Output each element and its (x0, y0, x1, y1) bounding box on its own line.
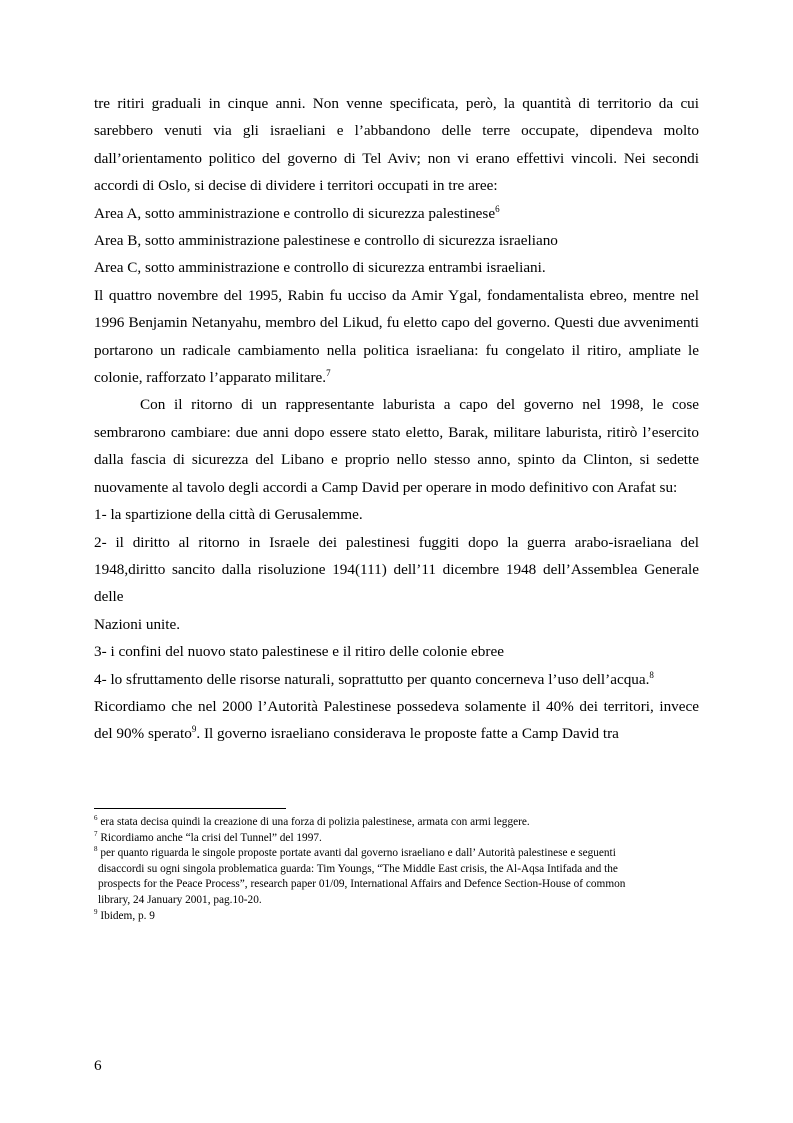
list-item: 3- i confini del nuovo stato palestinese e il ritiro delle colonie ebree (94, 643, 504, 661)
footnote-ref[interactable]: 9 (191, 724, 197, 735)
footnote: $^8$ per quanto riguarda le singole proposte portate avanti dal governo israeliano e dall’ Autorità palestinese e seguenti (94, 845, 616, 860)
footnote: $^7$ Ricordiamo anche “la crisi del Tunnel” del 1997. (94, 829, 322, 844)
footnote-line: disaccordi su ogni singola problematica guarda: Tim Youngs, “The Middle East crisis, the Al-Aqsa Intifada and the (98, 862, 618, 875)
paragraph: tre ritiri graduali in cinque anni. Non venne specificata, però, la quantità di territorio da cui sarebbero venuti via gli israeliani e l’abbandono delle terre occupate, dipendeva molto dall’orientamento politico del governo di Tel Aviv; non vi erano effettivi vincoli. Nei secondi accordi di Oslo, si decise di dividere i territori occupati in tre aree: (94, 95, 699, 195)
list-item: 4- lo sfruttamento delle risorse naturali, soprattutto per quanto concerneva l’uso dell’acqua.$^8$ (94, 669, 654, 688)
footnote-ref[interactable]: 7 (326, 368, 331, 379)
footnote: $^6$ era stata decisa quindi la creazione di una forza di polizia palestinese, armata con armi leggere. (94, 814, 530, 828)
page-number: 6 (94, 1057, 102, 1074)
footnote-line: library, 24 January 2001, pag.10-20. (98, 893, 262, 906)
list-item: 2- il diritto al ritorno in Israele dei palestinesi fuggiti dopo la guerra arabo-israeliana del 1948,diritto sancito dalla risoluzione 194(111) dell’11 dicembre 1948 dell’Assemblea Generale delle (94, 533, 699, 606)
footnote-line: prospects for the Peace Process”, research paper 01/09, International Affairs and Defence Section-House of common (98, 878, 626, 891)
footnotes (94, 815, 699, 924)
footnote: $^9$ Ibidem, p. 9 (94, 907, 155, 922)
list-item: 1- la spartizione della città di Gerusalemme. (94, 506, 363, 524)
body-text (94, 90, 699, 748)
list-item-area-a: Area A, sotto amministrazione e controllo di sicurezza palestinese$^6$ (94, 203, 500, 222)
list-item-area-b: Area B, sotto amministrazione palestinese e controllo di sicurezza israeliano (94, 232, 558, 250)
footnote-ref[interactable]: 8 (649, 669, 654, 680)
list-item-area-c: Area C, sotto amministrazione e controllo di sicurezza entrambi israeliani. (94, 259, 546, 277)
footnote-ref[interactable]: 6 (495, 203, 500, 214)
list-item-continuation: Nazioni unite. (94, 615, 181, 633)
paragraph: Con il ritorno di un rappresentante laburista a capo del governo nel 1998, le cose sembrarono cambiare: due anni dopo essere stato eletto, Barak, militare laburista, ritirò l’esercito dalla fascia di sicurezza del Libano e proprio nello stesso anno, spinto da Clinton, si sedette nuovamente al tavolo degli accordi a Camp David per operare in modo definitivo con Arafat su: (94, 396, 699, 496)
footnote-separator (94, 808, 286, 809)
paragraph: Il quattro novembre del 1995, Rabin fu ucciso da Amir Ygal, fondamentalista ebreo, mentre nel 1996 Benjamin Netanyahu, membro del Likud, fu eletto capo del governo. Questi due avvenimenti portarono un radicale cambiamento nella politica israeliana: fu congelato il ritiro, ampliate le colonie, rafforzato l’apparato militare.$^7$ (94, 286, 699, 387)
paragraph: Ricordiamo che nel 2000 l’Autorità Palestinese possedeva solamente il 40% dei territori, invece del 90% sperato$^9$. Il governo israeliano considerava le proposte fatte a Camp David tra (94, 697, 699, 743)
